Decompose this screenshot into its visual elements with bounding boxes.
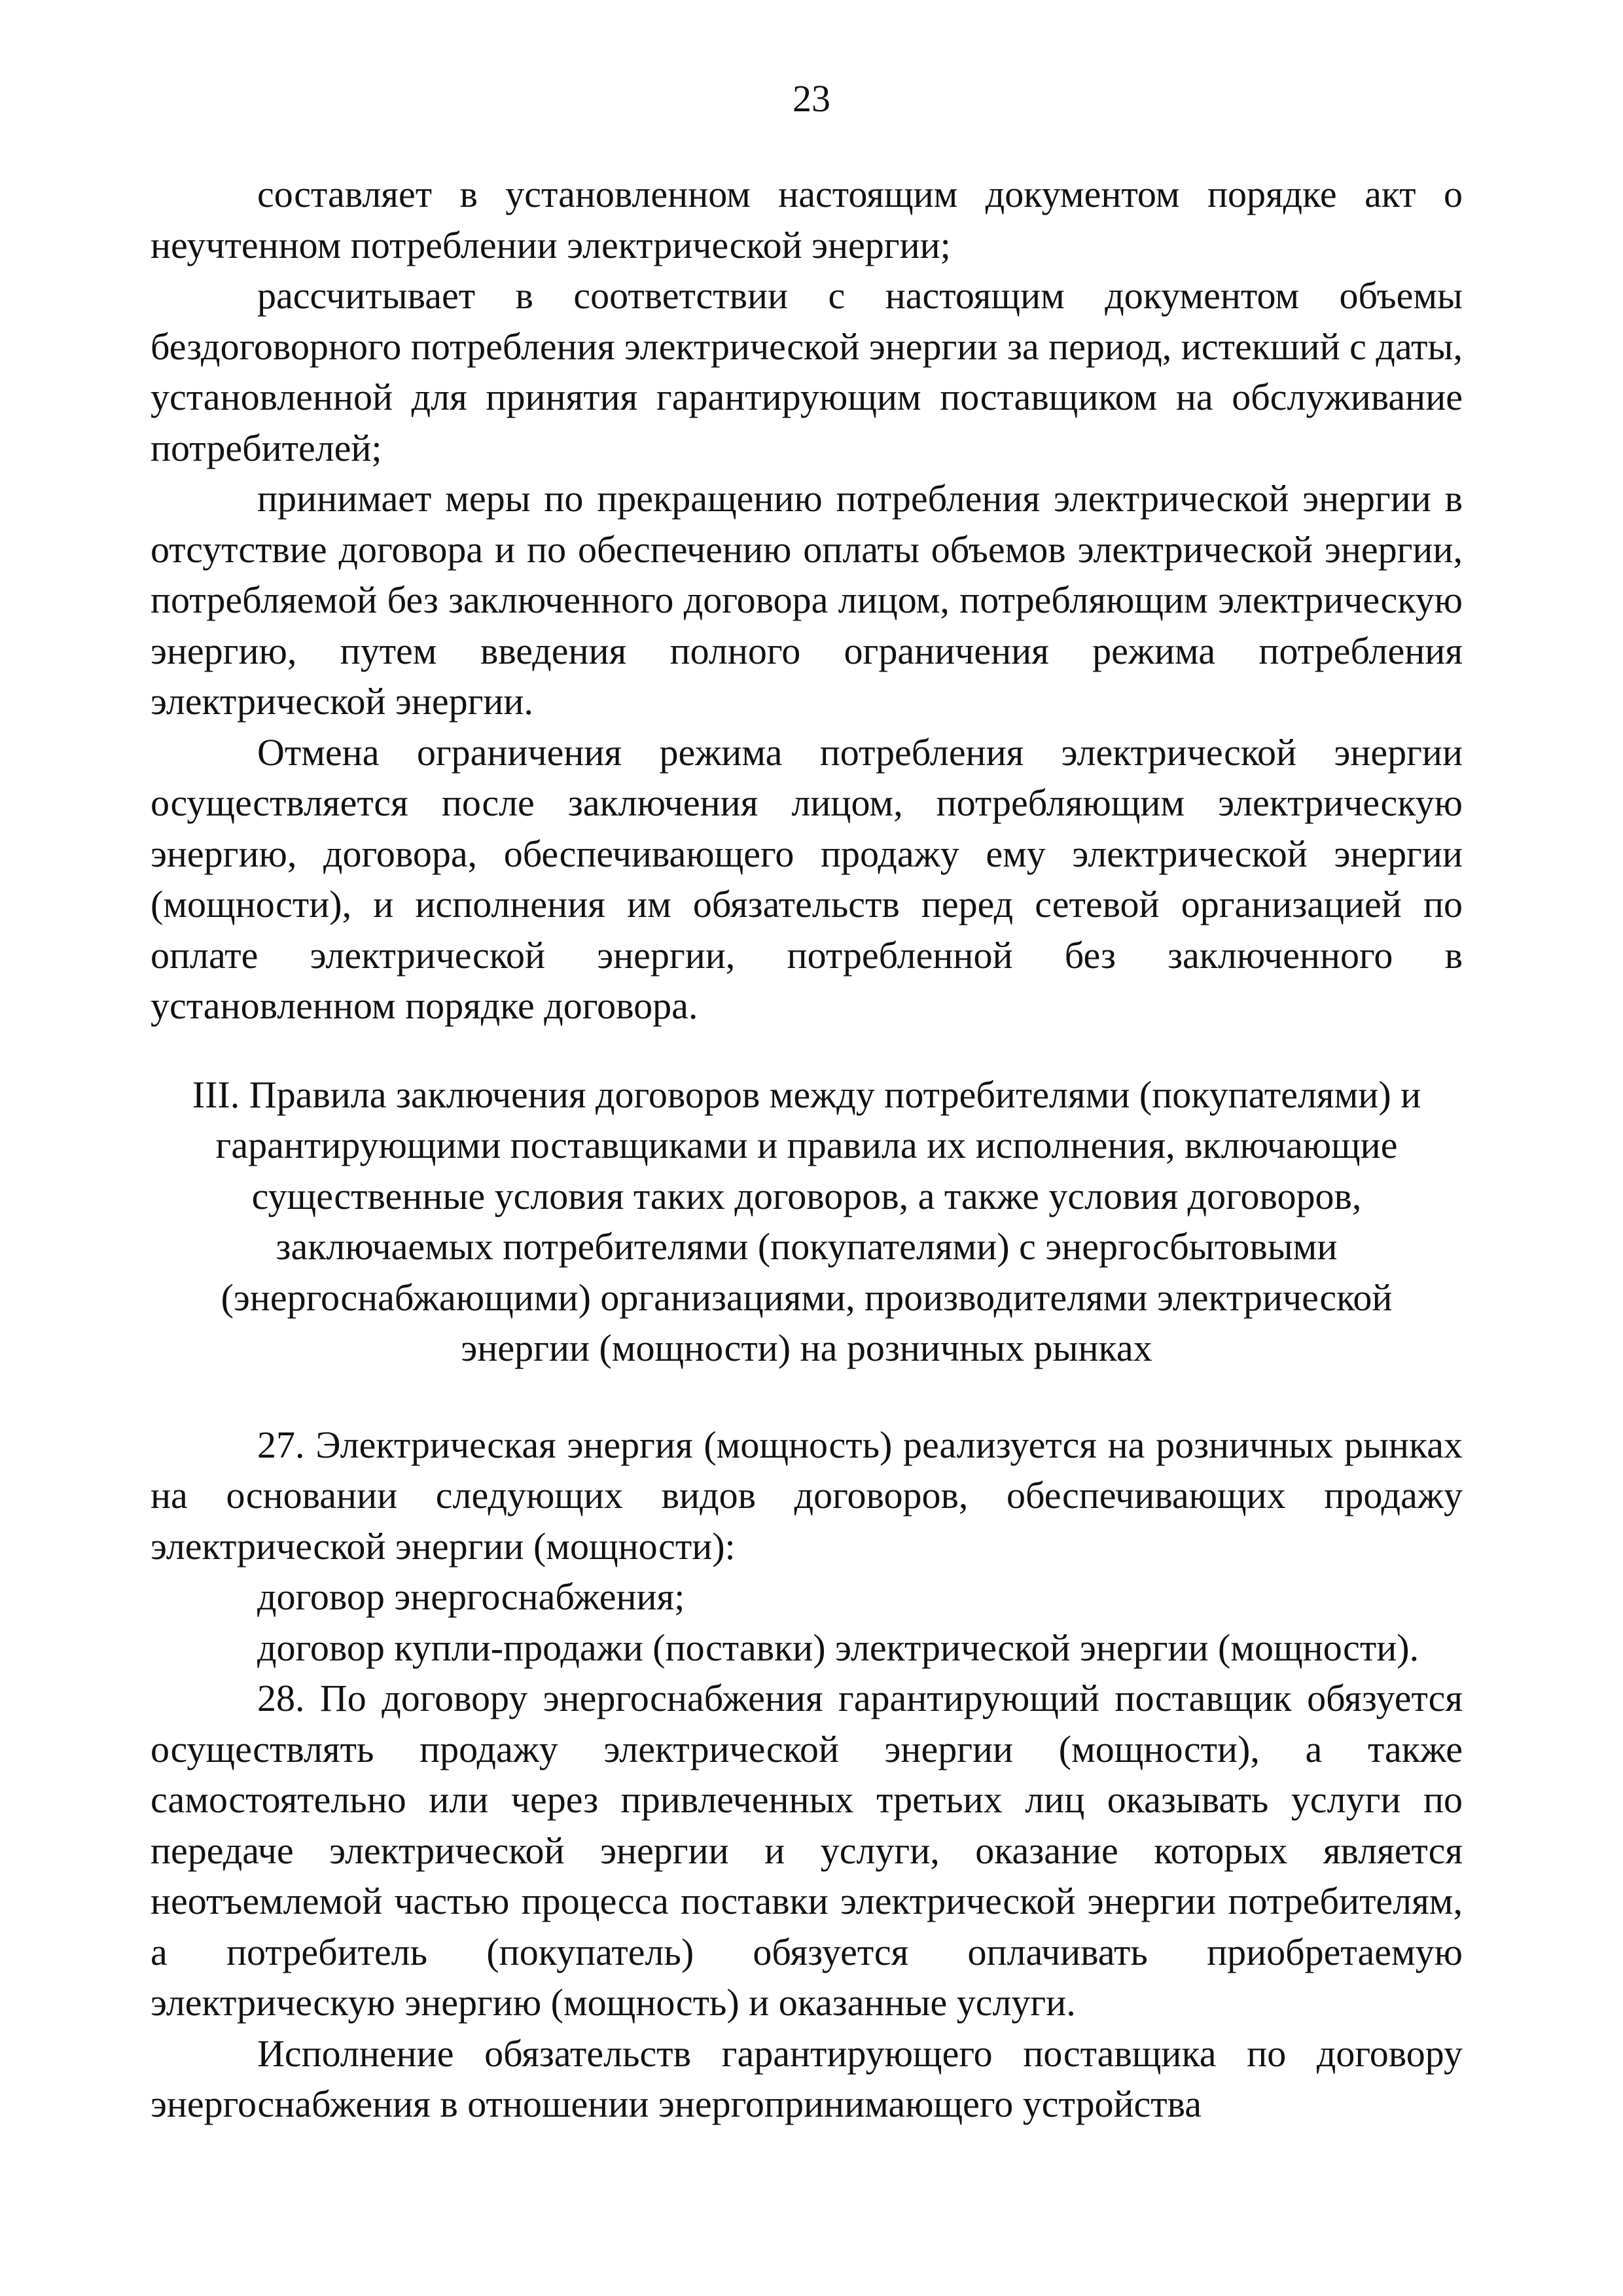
paragraph-consumption-termination: принимает меры по прекращению потребления электрической энергии в отсутствие договора и по обеспечению оплаты объемов электрической энергии, потребляемой без заключенного договора лицом, потребляющим электрическую энергию, путем введения полного ограничения режима потребления электрической энергии. xyxy=(151,477,1463,723)
paragraph-clause-27: 27. Электрическая энергия (мощность) реализуется на розничных рынках на основании следующих видов договоров, обеспечивающих продажу электрической энергии (мощности): xyxy=(151,1423,1463,1568)
list-item-sale-contract: договор купли-продажи (поставки) электрической энергии (мощности). xyxy=(257,1626,1419,1669)
paragraph-obligations-fulfillment: Исполнение обязательств гарантирующего поставщика по договору энергоснабжения в отношении энергопринимающего устройства xyxy=(151,2032,1463,2125)
paragraph-clause-28: 28. По договору энергоснабжения гарантирующий поставщик обязуется осуществлять продажу электрической энергии (мощности), а также самостоятельно или через привлеченных третьих лиц оказывать услуги по передаче электрической энергии и услуги, оказание которых является неотъемлемой частью процесса поставки электрической энергии потребителям, а потребитель (покупатель) обязуется оплачивать приобретаемую электрическую энергию (мощность) и оказанные услуги. xyxy=(151,1677,1463,2024)
paragraph-volume-calculation: рассчитывает в соответствии с настоящим документом объемы бездоговорного потребления электрической энергии за период, истекший с даты, установленной для принятия гарантирующим поставщиком на обслуживание потребителей; xyxy=(151,274,1463,469)
section-heading: III. Правила заключения договоров между потребителями (покупателями) и гарантирующими поставщиками и правила их исполнения, включающие существенные условия таких договоров, а также условия договоров, заключаемых потребителями (покупателями) с энергосбытовыми (энергоснабжающими) организациями, производителями электрической энергии (мощности) на розничных рынках xyxy=(192,1073,1421,1369)
paragraph-restriction-cancellation: Отмена ограничения режима потребления электрической энергии осуществляется после заключения лицом, потребляющим электрическую энергию, договора, обеспечивающего продажу ему электрической энергии (мощности), и исполнения им обязательств перед сетевой организацией по оплате электрической энергии, потребленной без заключенного в установленном порядке договора. xyxy=(151,730,1463,1027)
paragraph-act-drafting: составляет в установленном настоящим документом порядке акт о неучтенном потреблении электрической энергии; xyxy=(151,173,1463,266)
document-body xyxy=(151,169,1463,2130)
page-number: 23 xyxy=(793,77,830,120)
list-item-supply-contract: договор энергоснабжения; xyxy=(257,1575,685,1618)
